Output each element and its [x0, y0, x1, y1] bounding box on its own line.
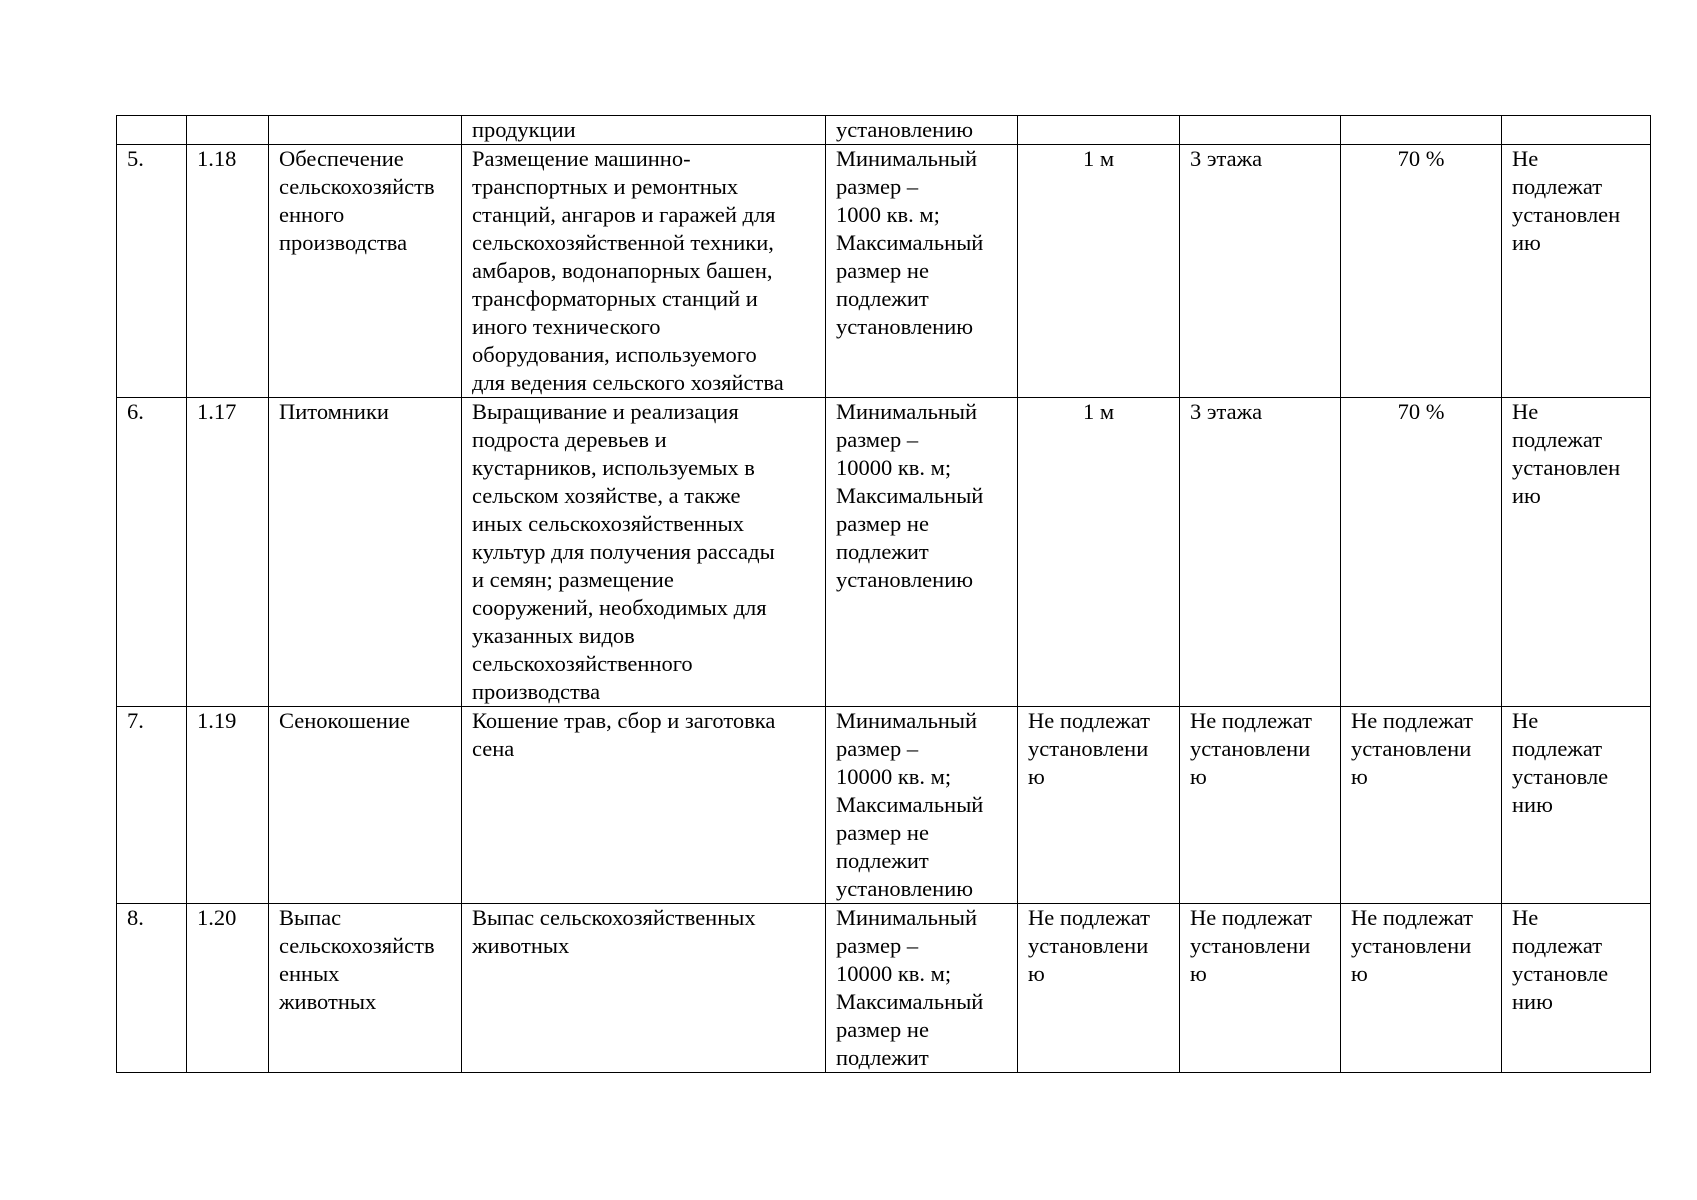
cell-description: Кошение трав, сбор и заготовка сена: [462, 707, 826, 904]
cell-land-size: установлению: [826, 116, 1018, 145]
table-row-continued: [117, 116, 1651, 145]
cell-num: 6.: [117, 398, 187, 707]
cell-other: [1502, 116, 1651, 145]
cell-description: Выращивание и реализация подроста деревьев и кустарников, используемых в сельском хозяйстве, а также иных сельскохозяйственных культур для получения рассады и семян; размещение сооружений, необходимых для указанных видов сельскохозяйственного производства: [462, 398, 826, 707]
cell-description: Размещение машинно- транспортных и ремонтных станций, ангаров и гаражей для сельскохозяйственной техники, амбаров, водонапорных башен, трансформаторных станций и иного технического оборудования, используемого для ведения сельского хозяйства: [462, 145, 826, 398]
cell-name: Обеспечение сельскохозяйств енного производства: [269, 145, 462, 398]
cell-land-size: Минимальный размер – 10000 кв. м; Максимальный размер не подлежит установлению: [826, 398, 1018, 707]
cell-land-size: Минимальный размер – 1000 кв. м; Максимальный размер не подлежит установлению: [826, 145, 1018, 398]
cell-num: 8.: [117, 904, 187, 1073]
cell-setback: 1 м: [1018, 398, 1180, 707]
cell-coverage: [1341, 116, 1502, 145]
cell-coverage: Не подлежат установлени ю: [1341, 904, 1502, 1073]
table-row: [117, 145, 1651, 398]
cell-other: Не подлежат установле нию: [1502, 904, 1651, 1073]
cell-coverage: 70 %: [1341, 398, 1502, 707]
cell-coverage: Не подлежат установлени ю: [1341, 707, 1502, 904]
cell-floors: Не подлежат установлени ю: [1180, 707, 1341, 904]
cell-land-size: Минимальный размер – 10000 кв. м; Максимальный размер не подлежит: [826, 904, 1018, 1073]
cell-other: Не подлежат установлен ию: [1502, 145, 1651, 398]
cell-land-size: Минимальный размер – 10000 кв. м; Максимальный размер не подлежит установлению: [826, 707, 1018, 904]
cell-name: [269, 116, 462, 145]
cell-name: Питомники: [269, 398, 462, 707]
cell-other: Не подлежат установлен ию: [1502, 398, 1651, 707]
table-row: [117, 398, 1651, 707]
cell-coverage: 70 %: [1341, 145, 1502, 398]
regulations-table: [116, 115, 1651, 1073]
cell-code: [187, 116, 269, 145]
cell-num: [117, 116, 187, 145]
table-row: [117, 904, 1651, 1073]
cell-setback: [1018, 116, 1180, 145]
cell-code: 1.18: [187, 145, 269, 398]
cell-code: 1.19: [187, 707, 269, 904]
cell-name: Выпас сельскохозяйств енных животных: [269, 904, 462, 1073]
cell-floors: 3 этажа: [1180, 145, 1341, 398]
table-row: [117, 707, 1651, 904]
cell-setback: 1 м: [1018, 145, 1180, 398]
cell-floors: Не подлежат установлени ю: [1180, 904, 1341, 1073]
cell-setback: Не подлежат установлени ю: [1018, 904, 1180, 1073]
cell-num: 7.: [117, 707, 187, 904]
cell-name: Сенокошение: [269, 707, 462, 904]
cell-other: Не подлежат установле нию: [1502, 707, 1651, 904]
cell-setback: Не подлежат установлени ю: [1018, 707, 1180, 904]
cell-code: 1.17: [187, 398, 269, 707]
cell-code: 1.20: [187, 904, 269, 1073]
cell-description: Выпас сельскохозяйственных животных: [462, 904, 826, 1073]
cell-floors: [1180, 116, 1341, 145]
cell-floors: 3 этажа: [1180, 398, 1341, 707]
cell-description: продукции: [462, 116, 826, 145]
cell-num: 5.: [117, 145, 187, 398]
